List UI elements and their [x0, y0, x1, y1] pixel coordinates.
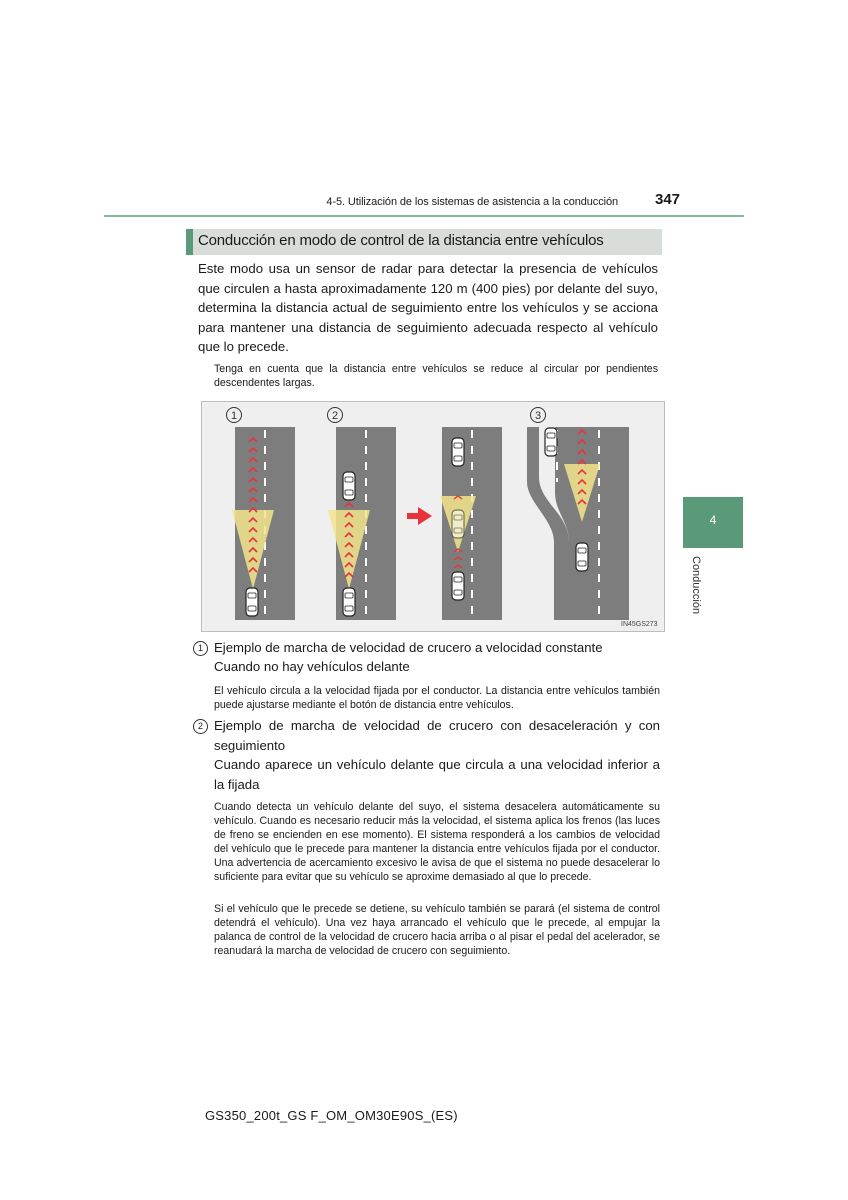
illustration-figure: [201, 401, 665, 632]
section-title: Conducción en modo de control de la distancia entre vehículos: [198, 232, 604, 249]
item-2-title: Ejemplo de marcha de velocidad de crucero con desaceleración y con seguimiento: [214, 718, 660, 753]
footer-model-code: GS350_200t_GS F_OM_OM30E90S_(ES): [205, 1108, 458, 1123]
item-2-subtitle: Cuando aparece un vehículo delante que circula a una velocidad inferior a la fijada: [214, 757, 660, 792]
transition-arrow: [407, 507, 432, 525]
note-paragraph: Tenga en cuenta que la distancia entre vehículos se reduce al circular por pendientes descendentes largas.: [214, 363, 658, 389]
road-diagram: [202, 402, 664, 631]
chapter-tab: [683, 497, 743, 548]
item-number-1: 1: [193, 641, 208, 656]
road-example-2: [328, 427, 396, 620]
chapter-header: 4-5. Utilización de los sistemas de asistencia a la conducción: [326, 196, 618, 208]
figure-labels: [227, 408, 546, 423]
section-accent: [186, 229, 193, 255]
figure-label-1: 1: [230, 410, 238, 422]
chapter-side-label: [690, 556, 714, 636]
road-example-2b: [440, 427, 502, 620]
road-example-3: [527, 427, 629, 620]
chapter-side-label-text: Conducción: [690, 556, 702, 615]
item-1-subtitle: Cuando no hay vehículos delante: [214, 659, 410, 674]
figure-label-3: 3: [534, 410, 542, 422]
figure-label-2: 2: [331, 410, 339, 422]
intro-paragraph: Este modo usa un sensor de radar para detectar la presencia de vehículos que circulen a hasta aproximadamente 120 m (400 pies) por delante del suyo, determina la distancia actual de seguimiento entre los vehículos y se acciona para mantener una distancia de seguimiento adecuada respecto al vehículo que lo precede.: [198, 261, 658, 354]
header-divider: [104, 215, 744, 217]
item-2-detail-continued: Si el vehículo que le precede se detiene, su vehículo también se parará (el sistema de control detendrá el vehículo). Una vez haya arrancado el vehículo que le precede, al empujar la palanca de control de la velocidad de crucero hacia arriba o al pisar el pedal del acelerador, se reanudará la marcha de velocidad de crucero con seguimiento.: [214, 903, 660, 957]
chapter-tab-number: 4: [709, 513, 717, 527]
item-number-2: 2: [193, 719, 208, 734]
item-1-detail: El vehículo circula a la velocidad fijada por el conductor. La distancia entre vehículos también puede ajustarse mediante el botón de distancia entre vehículos.: [214, 685, 660, 711]
item-1-title: Ejemplo de marcha de velocidad de crucero a velocidad constante: [214, 640, 603, 655]
road-example-1: [232, 427, 295, 620]
item-2-detail: Cuando detecta un vehículo delante del suyo, el sistema desacelera automáticamente su vehículo. Cuando es necesario reducir más la velocidad, el sistema aplica los frenos (las luces de freno se encienden en ese momento). El sistema responderá a los cambios de velocidad del vehículo que le precede para mantener la distancia entre vehículos fijada por el conductor. Una advertencia de acercamiento excesivo le avisa de que el sistema no puede desacelerar lo suficiente para evitar que su vehículo se aproxime demasiado al que lo precede.: [214, 801, 660, 883]
page-number: 347: [655, 191, 681, 208]
figure-code: IN45GS273: [621, 621, 658, 628]
